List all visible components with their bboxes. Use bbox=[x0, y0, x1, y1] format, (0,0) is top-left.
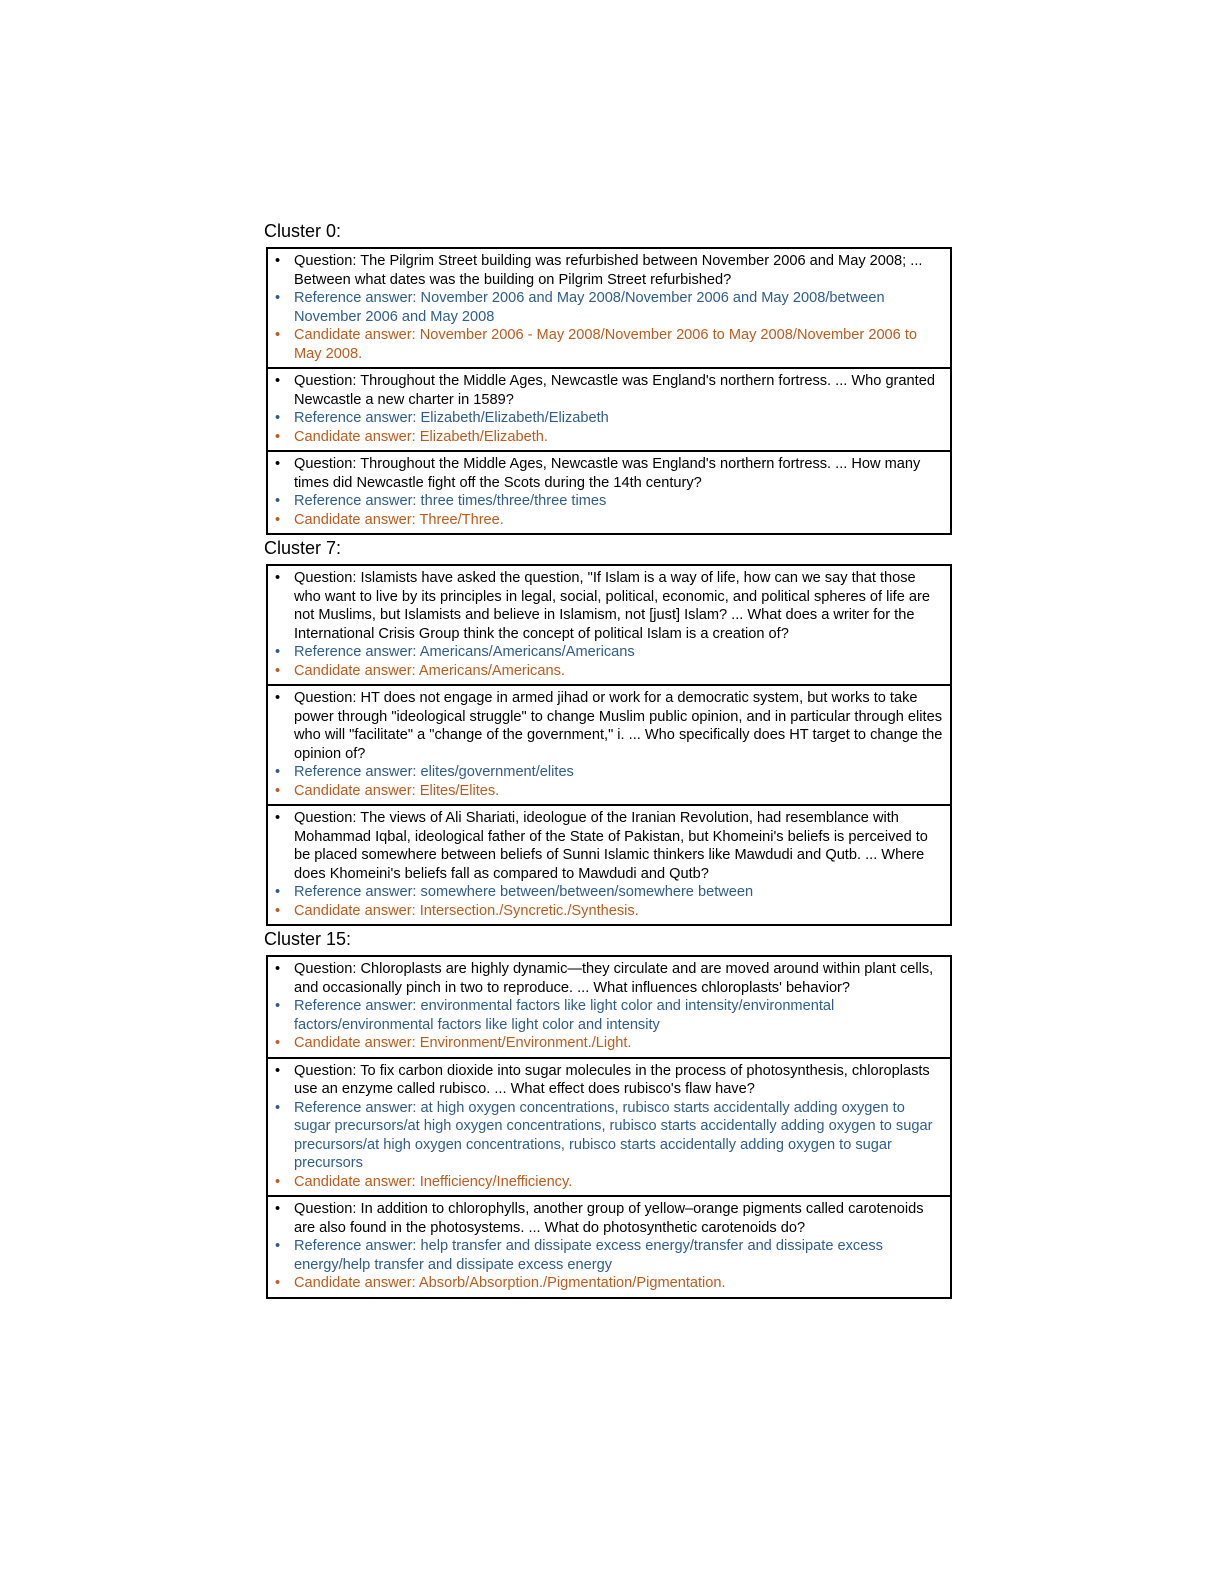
bullet: • bbox=[275, 998, 281, 1014]
bullet: • bbox=[275, 1099, 281, 1116]
candidate-answer-text: Candidate answer: Absorb/Absorption./Pigmentation/Pigmentation. bbox=[294, 1275, 726, 1291]
candidate-answer-text: Candidate answer: Environment/Environment./Light. bbox=[294, 1035, 632, 1051]
question-line bbox=[274, 372, 944, 409]
qa-entry bbox=[268, 684, 950, 804]
candidate-answer-line bbox=[274, 1173, 944, 1192]
question-line bbox=[274, 455, 944, 492]
question-text: Question: The Pilgrim Street building was refurbished between November 2006 and May 2008; ... Between what dates was the building on Pilgrim Street refurbished? bbox=[294, 253, 923, 288]
bullet: • bbox=[275, 961, 281, 977]
question-text: Question: Islamists have asked the question, "If Islam is a way of life, how can we say that those who want to live by its principles in legal, social, political, economic, and political spheres of life are not Muslims, but Islamists and believe in Islamism, not [just] Islam? ... What does a writer for the International Crisis Group think the concept of political Islam is a creation of? bbox=[294, 570, 930, 642]
reference-answer-line bbox=[274, 643, 944, 662]
cluster-title: Cluster 7: bbox=[264, 538, 342, 558]
bullet: • bbox=[275, 456, 281, 472]
reference-answer-text: Reference answer: three times/three/three times bbox=[294, 493, 607, 509]
clusters-document bbox=[264, 221, 958, 1302]
reference-answer-text: Reference answer: at high oxygen concentrations, rubisco starts accidentally adding oxygen to sugar precursors/at high oxygen concentrations, rubisco starts accidentally adding oxygen to sugar precursors/at high oxygen concentrations, rubisco starts accidentally adding oxygen to sugar precursors bbox=[294, 1099, 933, 1171]
candidate-answer-text: Candidate answer: Inefficiency/Inefficiency. bbox=[294, 1173, 573, 1190]
cluster-section bbox=[264, 929, 958, 1299]
qa-entry bbox=[268, 450, 950, 533]
qa-entry bbox=[268, 957, 950, 1057]
question-line bbox=[274, 1200, 944, 1237]
bullet: • bbox=[275, 373, 281, 389]
reference-answer-text: Reference answer: somewhere between/between/somewhere between bbox=[294, 884, 754, 900]
candidate-answer-line bbox=[274, 428, 944, 447]
cluster-box bbox=[266, 247, 952, 535]
bullet: • bbox=[275, 493, 281, 509]
candidate-answer-text: Candidate answer: Intersection./Syncretic./Synthesis. bbox=[294, 902, 639, 919]
cluster-box bbox=[266, 955, 952, 1299]
reference-answer-text: Reference answer: elites/government/elites bbox=[294, 764, 574, 780]
bullet: • bbox=[275, 570, 281, 586]
candidate-answer-line bbox=[274, 1274, 944, 1293]
candidate-answer-text: Candidate answer: November 2006 - May 2008/November 2006 to May 2008/November 2006 to May 2008. bbox=[294, 327, 918, 362]
cluster-section bbox=[264, 221, 958, 535]
question-text: Question: Throughout the Middle Ages, Newcastle was England's northern fortress. ... Who granted Newcastle a new charter in 1589? bbox=[294, 373, 935, 408]
question-line bbox=[274, 569, 944, 643]
qa-entry bbox=[268, 249, 950, 367]
reference-answer-text: Reference answer: help transfer and dissipate excess energy/transfer and dissipate excess energy/help transfer and dissipate excess energy bbox=[294, 1238, 883, 1273]
bullet: • bbox=[275, 1275, 281, 1291]
question-text: Question: To fix carbon dioxide into sugar molecules in the process of photosynthesis, chloroplasts use an enzyme called rubisco. ... What effect does rubisco's flaw have? bbox=[294, 1062, 930, 1097]
bullet: • bbox=[275, 662, 281, 679]
bullet: • bbox=[275, 290, 281, 306]
qa-entry bbox=[268, 367, 950, 450]
bullet: • bbox=[275, 902, 281, 919]
reference-answer-text: Reference answer: Americans/Americans/Americans bbox=[294, 644, 635, 660]
bullet: • bbox=[275, 1201, 281, 1217]
candidate-answer-text: Candidate answer: Three/Three. bbox=[294, 511, 504, 528]
qa-entry bbox=[268, 804, 950, 924]
bullet: • bbox=[275, 644, 281, 660]
candidate-answer-text: Candidate answer: Americans/Americans. bbox=[294, 662, 565, 679]
reference-answer-line bbox=[274, 289, 944, 326]
cluster-title: Cluster 15: bbox=[264, 929, 352, 949]
bullet: • bbox=[275, 1035, 281, 1051]
question-line bbox=[274, 960, 944, 997]
candidate-answer-line bbox=[274, 1034, 944, 1053]
bullet: • bbox=[275, 764, 281, 780]
candidate-answer-line bbox=[274, 662, 944, 681]
cluster-box bbox=[266, 564, 952, 926]
bullet: • bbox=[275, 810, 281, 826]
bullet: • bbox=[275, 1238, 281, 1254]
candidate-answer-line bbox=[274, 511, 944, 530]
question-line bbox=[274, 252, 944, 289]
question-text: Question: Throughout the Middle Ages, Newcastle was England's northern fortress. ... How many times did Newcastle fight off the Scots during the 14th century? bbox=[294, 456, 921, 491]
bullet: • bbox=[275, 327, 281, 343]
reference-answer-line bbox=[274, 492, 944, 511]
cluster-title: Cluster 0: bbox=[264, 221, 342, 241]
question-text: Question: HT does not engage in armed jihad or work for a democratic system, but works to take power through "ideological struggle" to change Muslim public opinion, and in particular through elites who will "facilitate" a "change of the government," i. ... Who specifically does HT target to change the opinion of? bbox=[294, 690, 943, 762]
qa-entry bbox=[268, 1195, 950, 1297]
question-text: Question: Chloroplasts are highly dynamic—they circulate and are moved around within plant cells, and occasionally pinch in two to reproduce. ... What influences chloroplasts' behavior? bbox=[294, 961, 934, 996]
candidate-answer-text: Candidate answer: Elites/Elites. bbox=[294, 782, 500, 799]
qa-entry bbox=[268, 1057, 950, 1196]
bullet: • bbox=[275, 884, 281, 900]
reference-answer-line bbox=[274, 1237, 944, 1274]
bullet: • bbox=[275, 1062, 281, 1079]
question-line bbox=[274, 689, 944, 763]
candidate-answer-line bbox=[274, 782, 944, 801]
bullet: • bbox=[275, 428, 281, 445]
bullet: • bbox=[275, 1173, 281, 1190]
bullet: • bbox=[275, 511, 281, 528]
candidate-answer-line bbox=[274, 326, 944, 363]
bullet: • bbox=[275, 690, 281, 706]
qa-entry bbox=[268, 566, 950, 684]
reference-answer-text: Reference answer: Elizabeth/Elizabeth/Elizabeth bbox=[294, 410, 609, 426]
reference-answer-line bbox=[274, 763, 944, 782]
question-text: Question: In addition to chlorophylls, another group of yellow–orange pigments called carotenoids are also found in the photosystems. ... What do photosynthetic carotenoids do? bbox=[294, 1201, 924, 1236]
candidate-answer-line bbox=[274, 902, 944, 921]
question-text: Question: The views of Ali Shariati, ideologue of the Iranian Revolution, had resemblance with Mohammad Iqbal, ideological father of the State of Pakistan, but Khomeini's beliefs is perceived to be placed somewhere between beliefs of Sunni Islamic thinkers like Mawdudi and Qutb. ... Where does Khomeini's beliefs fall as compared to Mawdudi and Qutb? bbox=[294, 810, 928, 882]
candidate-answer-text: Candidate answer: Elizabeth/Elizabeth. bbox=[294, 428, 548, 445]
reference-answer-line bbox=[274, 883, 944, 902]
reference-answer-line bbox=[274, 1099, 944, 1173]
question-line bbox=[274, 809, 944, 883]
question-line bbox=[274, 1062, 944, 1099]
reference-answer-text: Reference answer: environmental factors like light color and intensity/environmental factors/environmental factors like light color and intensity bbox=[294, 998, 835, 1033]
bullet: • bbox=[275, 410, 281, 426]
reference-answer-text: Reference answer: November 2006 and May 2008/November 2006 and May 2008/between November 2006 and May 2008 bbox=[294, 290, 885, 325]
bullet: • bbox=[275, 782, 281, 799]
cluster-section bbox=[264, 538, 958, 926]
reference-answer-line bbox=[274, 409, 944, 428]
bullet: • bbox=[275, 253, 281, 269]
reference-answer-line bbox=[274, 997, 944, 1034]
